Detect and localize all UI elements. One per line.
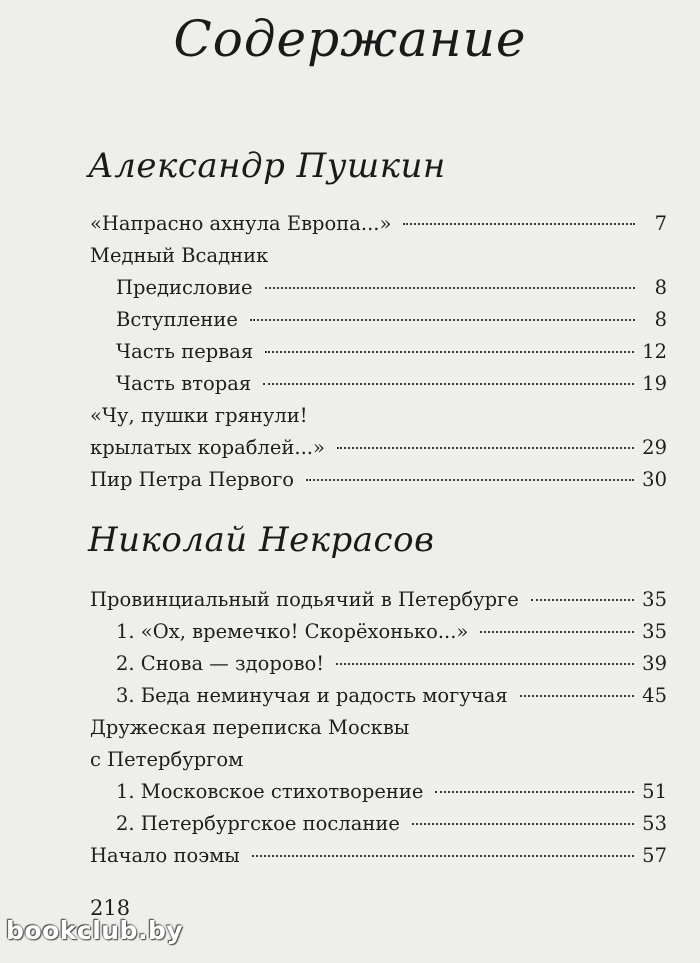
toc-entry bbox=[90, 240, 667, 272]
toc-list-pushkin bbox=[90, 208, 667, 496]
toc-entry bbox=[90, 808, 667, 840]
toc-entry-title: Медный Всадник bbox=[90, 244, 269, 267]
toc-entry-title: «Чу, пушки грянули! bbox=[90, 404, 308, 427]
toc-entry bbox=[90, 208, 667, 240]
toc-entry-title: 1. Московское стихотворение bbox=[116, 780, 424, 803]
dot-leader bbox=[531, 599, 634, 601]
toc-entry-title: Дружеская переписка Москвы bbox=[90, 716, 410, 739]
author-heading-nekrasov: Николай Некрасов bbox=[88, 520, 435, 560]
dot-leader bbox=[336, 663, 634, 665]
dot-leader bbox=[250, 319, 635, 321]
dot-leader bbox=[403, 223, 635, 225]
dot-leader bbox=[306, 479, 634, 481]
toc-page-number: 12 bbox=[642, 340, 667, 363]
toc-entry-title: Пир Петра Первого bbox=[90, 468, 295, 491]
toc-entry bbox=[90, 368, 667, 400]
toc-entry bbox=[90, 400, 667, 432]
dot-leader bbox=[337, 447, 634, 449]
toc-entry bbox=[90, 712, 667, 744]
toc-entry bbox=[90, 616, 667, 648]
toc-page-number: 19 bbox=[642, 372, 667, 395]
dot-leader bbox=[265, 351, 634, 353]
toc-page-number: 30 bbox=[642, 468, 667, 491]
toc-entry bbox=[90, 840, 667, 872]
page-number: 218 bbox=[90, 896, 131, 920]
toc-entry bbox=[90, 776, 667, 808]
toc-entry-title: с Петербургом bbox=[90, 748, 244, 771]
toc-page-number: 53 bbox=[642, 812, 667, 835]
toc-entry bbox=[90, 584, 667, 616]
page-title: Содержание bbox=[173, 10, 527, 68]
toc-entry-title: Предисловие bbox=[116, 276, 253, 299]
toc-page-number: 29 bbox=[642, 436, 667, 459]
toc-entry bbox=[90, 464, 667, 496]
toc-entry bbox=[90, 744, 667, 776]
dot-leader bbox=[435, 791, 634, 793]
toc-entry bbox=[90, 648, 667, 680]
toc-entry-title: крылатых кораблей...» bbox=[90, 436, 325, 459]
dot-leader bbox=[412, 823, 634, 825]
toc-entry-title: 2. Петербургское послание bbox=[116, 812, 400, 835]
toc-page-number: 7 bbox=[654, 212, 667, 235]
toc-entry bbox=[90, 272, 667, 304]
toc-page-number: 45 bbox=[642, 684, 667, 707]
toc-page-number: 57 bbox=[642, 844, 667, 867]
toc-page-number: 35 bbox=[642, 620, 667, 643]
dot-leader bbox=[480, 631, 634, 633]
toc-entry-title: 3. Беда неминучая и радость могучая bbox=[116, 684, 508, 707]
toc-entry-title: Часть первая bbox=[116, 340, 254, 363]
toc-page-number: 8 bbox=[654, 308, 667, 331]
toc-page-number: 8 bbox=[654, 276, 667, 299]
toc-entry bbox=[90, 336, 667, 368]
toc-entry bbox=[90, 304, 667, 336]
toc-entry-title: Часть вторая bbox=[116, 372, 252, 395]
toc-entry-title: Вступление bbox=[116, 308, 238, 331]
dot-leader bbox=[265, 287, 635, 289]
toc-entry bbox=[90, 432, 667, 464]
watermark-logo: bookclub.by bbox=[6, 916, 184, 945]
toc-page-number: 35 bbox=[642, 588, 667, 611]
dot-leader bbox=[520, 695, 634, 697]
toc-page-number: 51 bbox=[642, 780, 667, 803]
toc-entry-title: Начало поэмы bbox=[90, 844, 240, 867]
dot-leader bbox=[263, 383, 634, 385]
toc-page-number: 39 bbox=[642, 652, 667, 675]
dot-leader bbox=[252, 855, 634, 857]
toc-entry-title: 2. Снова — здорово! bbox=[116, 652, 325, 675]
toc-entry-title: «Напрасно ахнула Европа...» bbox=[90, 212, 392, 235]
author-heading-pushkin: Александр Пушкин bbox=[88, 146, 446, 186]
toc-entry-title: Провинциальный подьячий в Петербурге bbox=[90, 588, 519, 611]
toc-entry-title: 1. «Ох, времечко! Скорёхонько...» bbox=[116, 620, 469, 643]
toc-entry bbox=[90, 680, 667, 712]
toc-list-nekrasov bbox=[90, 584, 667, 872]
